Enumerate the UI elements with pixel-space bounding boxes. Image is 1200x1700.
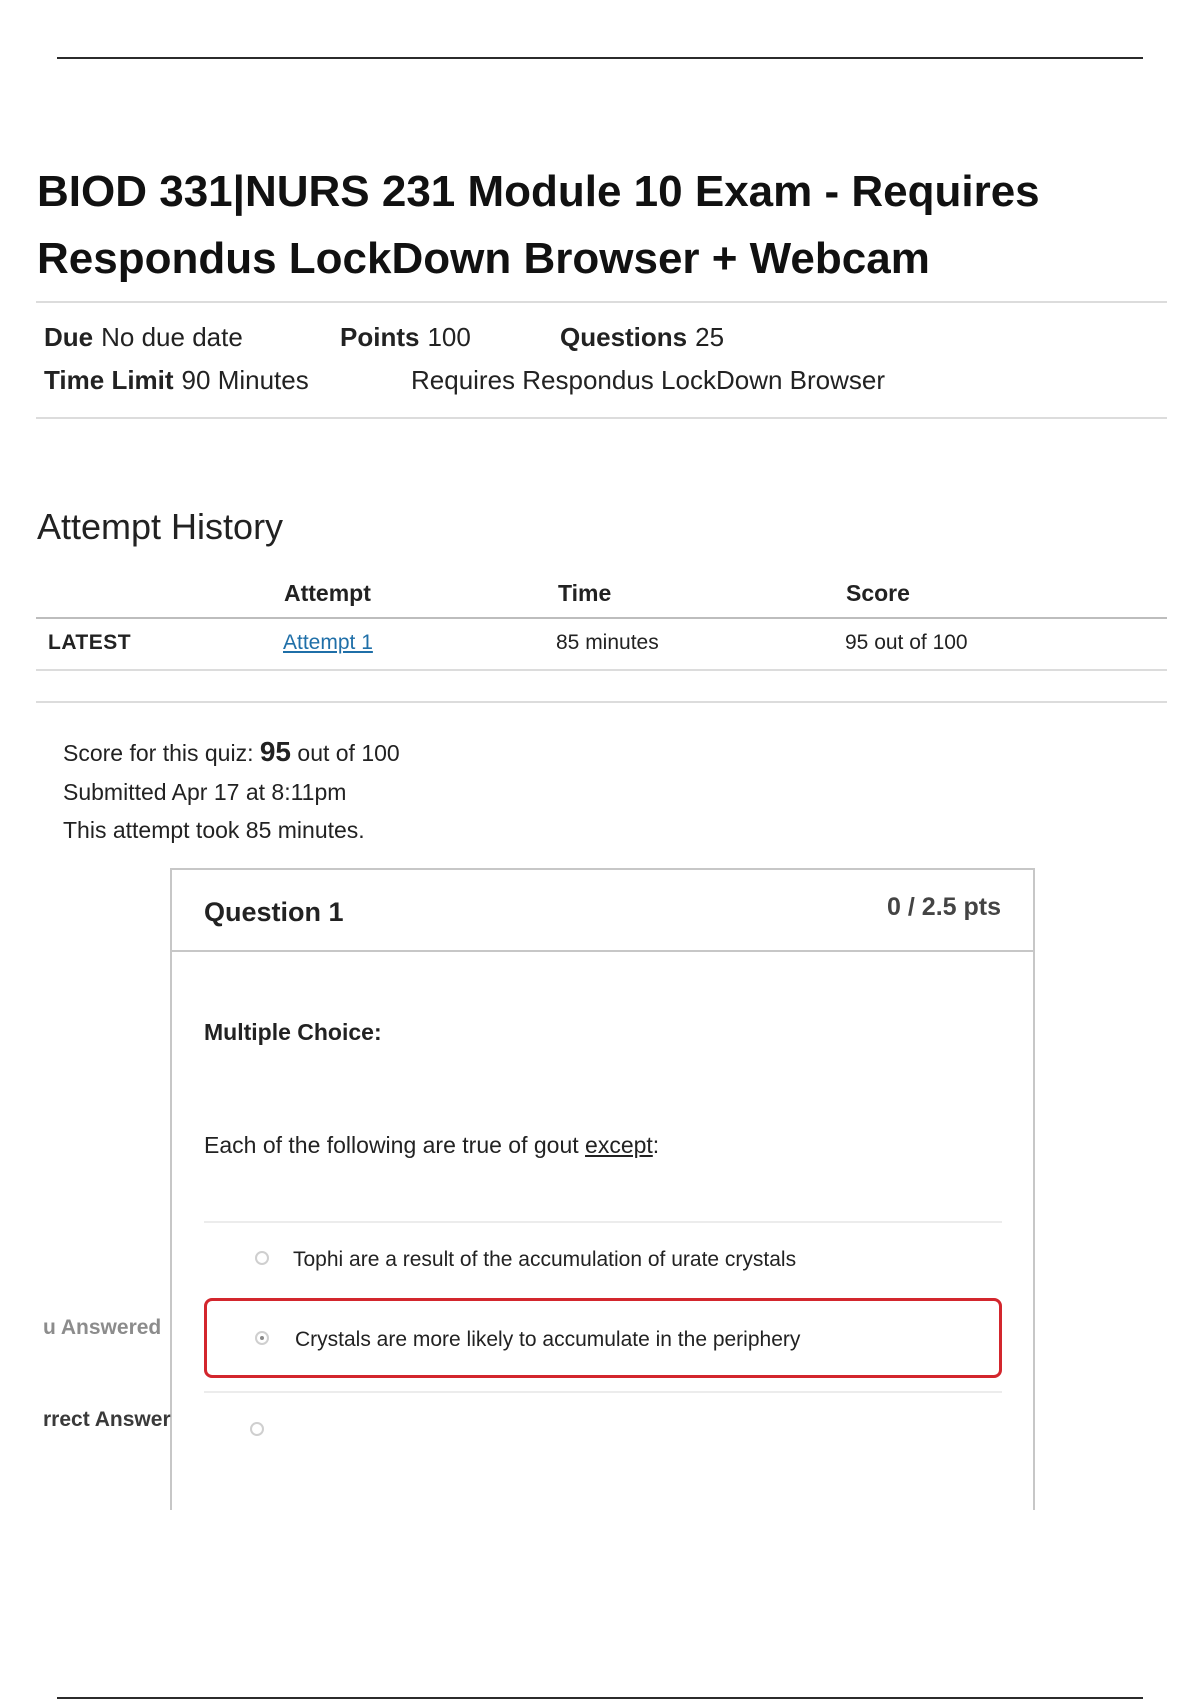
meta-questions-value: 25	[695, 322, 725, 352]
answer-option-2-selected[interactable]	[204, 1298, 1002, 1378]
answer-option-1[interactable]	[204, 1230, 1002, 1298]
title-divider	[36, 301, 1167, 303]
question-type-label: Multiple Choice:	[204, 1019, 382, 1045]
attempt-history-heading: Attempt History	[37, 506, 284, 547]
radio-selected-icon[interactable]	[255, 1331, 269, 1345]
page-title-line-1: BIOD 331|NURS 231 Module 10 Exam - Requires	[37, 167, 1040, 216]
column-header-score: Score	[846, 580, 910, 606]
answer-divider	[204, 1391, 1002, 1393]
page-bottom-rule	[57, 1697, 1143, 1699]
meta-time-limit	[44, 365, 309, 396]
meta-questions-label: Questions	[560, 322, 688, 352]
meta-time-limit-value: 90 Minutes	[181, 365, 309, 395]
question-points: 0 / 2.5 pts	[887, 893, 1001, 921]
meta-points	[340, 322, 471, 353]
meta-browser-note: Requires Respondus LockDown Browser	[411, 365, 886, 395]
attempt-1-link[interactable]: Attempt 1	[283, 631, 373, 654]
question-text-start: Each of the following are true of gout	[204, 1132, 586, 1158]
attempt-score: 95 out of 100	[845, 631, 968, 654]
latest-tag: LATEST	[48, 631, 132, 654]
meta-due	[44, 322, 243, 353]
question-text-emphasis: except	[585, 1132, 653, 1158]
meta-time-limit-label: Time Limit	[44, 365, 174, 395]
question-text-end: :	[652, 1132, 660, 1158]
radio-unselected-icon[interactable]	[250, 1422, 264, 1436]
table-header-divider	[36, 617, 1167, 619]
question-card	[170, 868, 1035, 1510]
meta-points-label: Points	[340, 322, 420, 352]
meta-points-value: 100	[427, 322, 471, 352]
attempt-link-cell	[283, 631, 373, 655]
column-header-attempt: Attempt	[284, 580, 371, 606]
correct-answer-label: rrect Answer	[43, 1408, 171, 1431]
answer-option-2-text: Crystals are more likely to accumulate in the periphery	[295, 1328, 801, 1351]
question-text	[204, 1132, 659, 1159]
page-top-rule	[57, 57, 1143, 59]
radio-unselected-icon[interactable]	[255, 1251, 269, 1265]
page-title-line-2: Respondus LockDown Browser + Webcam	[37, 234, 930, 283]
meta-questions	[560, 322, 724, 353]
page-title	[37, 158, 1157, 292]
quiz-score-suffix: out of 100	[297, 740, 400, 766]
meta-due-value: No due date	[101, 322, 243, 352]
quiz-score-value: 95	[259, 736, 292, 767]
section-divider	[36, 701, 1167, 703]
submitted-line: Submitted Apr 17 at 8:11pm	[63, 779, 347, 805]
answer-option-3[interactable]	[204, 1400, 1002, 1472]
meta-divider	[36, 417, 1167, 419]
duration-line: This attempt took 85 minutes.	[63, 817, 365, 843]
question-header	[172, 870, 1033, 952]
table-row-divider	[36, 669, 1167, 671]
you-answered-label: u Answered	[43, 1316, 162, 1339]
answer-option-1-text: Tophi are a result of the accumulation of urate crystals	[293, 1248, 797, 1271]
quiz-score-prefix: Score for this quiz:	[63, 740, 254, 766]
question-title: Question 1	[204, 897, 344, 927]
meta-due-label: Due	[44, 322, 94, 352]
answer-divider	[204, 1221, 1002, 1223]
attempt-time: 85 minutes	[556, 631, 659, 654]
quiz-score-line	[63, 736, 400, 768]
column-header-time: Time	[558, 580, 612, 606]
